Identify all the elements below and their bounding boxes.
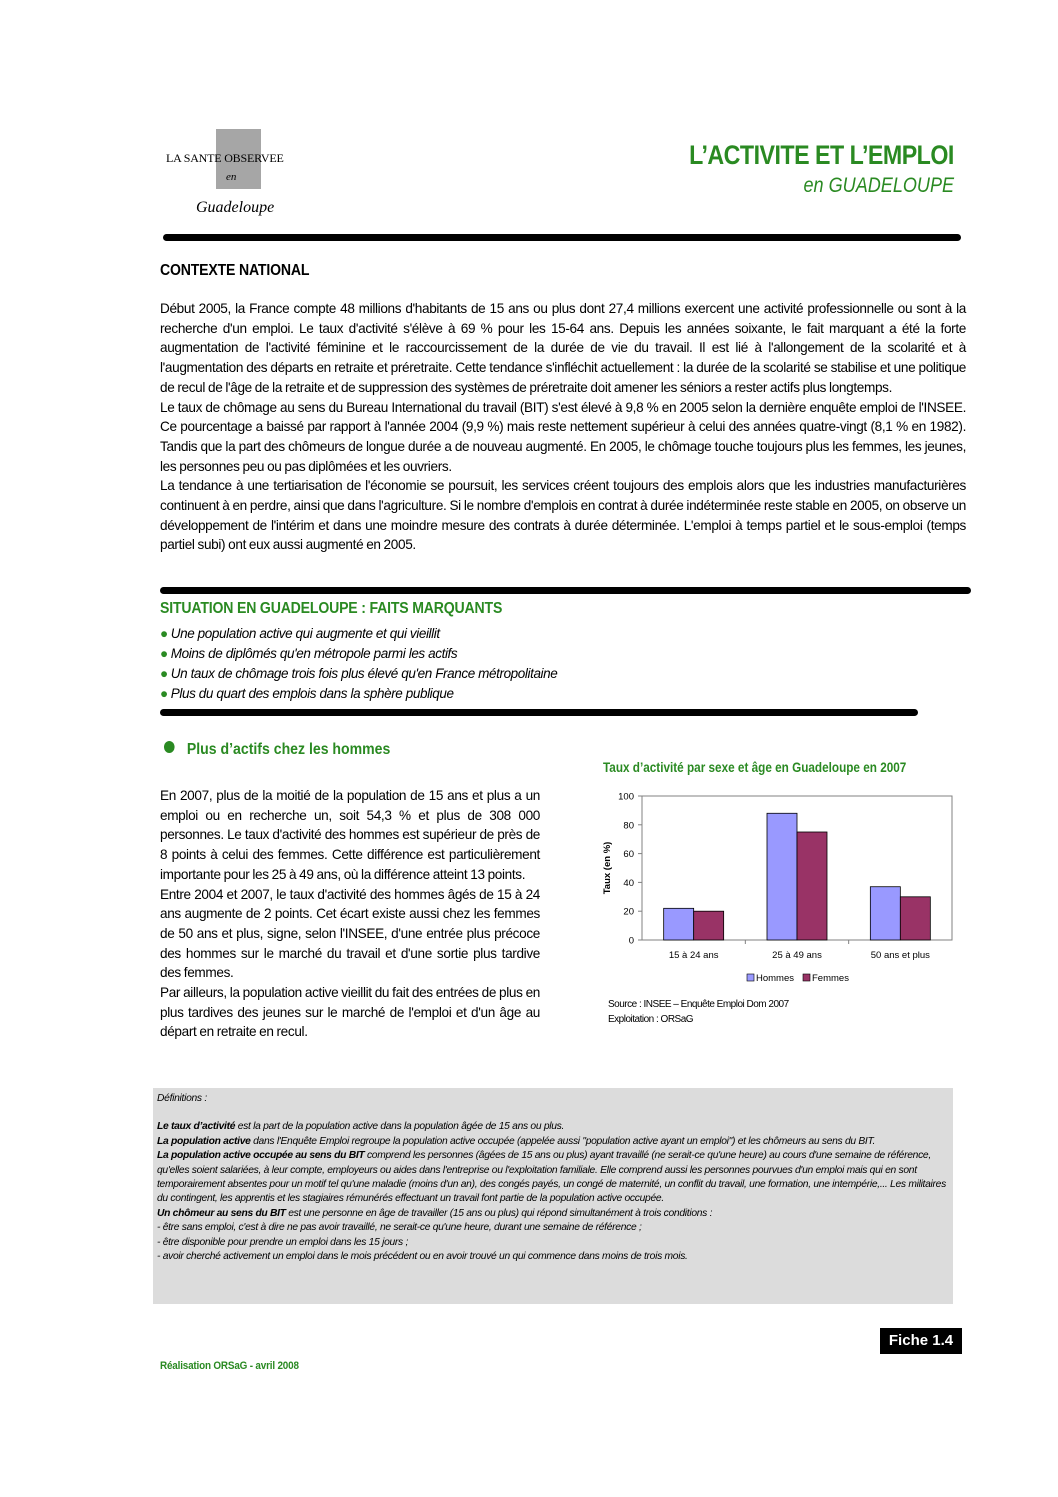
contexte-paragraph: Le taux de chômage au sens du Bureau International du travail (BIT) s'est élevé à 9,8 % en 2005 selon la dernière enquête emploi de l'INSEE. Ce pourcentage a baissé par rapport à l'année 2004 (9,9 %) mais reste nettement supérieur à celui des années quatre-vingt (8,1 % en 1982). Tandis que la part des chômeurs de longue durée a de nouveau augmenté. En 2005, le chômage touche toujours plus les femmes, les jeunes, les personnes peu ou pas diplômées et les ouvriers. (160, 399, 966, 474)
x-tick-label: 25 à 49 ans (772, 950, 822, 961)
definition-condition: - être sans emploi, c'est à dire ne pas avoir travaillé, ne serait-ce qu'une heure, durant une semaine de référence ; (157, 1222, 642, 1234)
list-item-text: Plus du quart des emplois dans la sphère publique (170, 686, 454, 701)
list-item (160, 644, 557, 664)
x-tick-label: 15 à 24 ans (668, 950, 719, 961)
logo-line-1: LA SANTE OBSERVEE (166, 151, 284, 165)
definitions-title: Définitions : (157, 1093, 207, 1104)
legend-label: Femmes (812, 973, 849, 984)
bar-femmes (694, 911, 724, 940)
actifs-text (160, 786, 540, 1042)
definition-text: est une personne en âge de travailler (15 ans ou plus) qui répond simultanément à trois conditions : (285, 1207, 713, 1219)
actifs-paragraph: Entre 2004 et 2007, le taux d'activité des hommes âgés de 15 à 24 ans augmente de 2 points. Cet écart existe aussi chez les femmes de 50 ans et plus, signe, selon l'INSEE, d'une entrée plus précoce des hommes sur le marché du travail et d'une sortie plus tardive des femmes. (160, 886, 540, 981)
divider-rule (160, 709, 918, 716)
definition-term: La population active (157, 1135, 251, 1147)
page-subtitle: en GUADELOUPE (803, 174, 954, 197)
bar-hommes (870, 887, 900, 940)
chart-title: Taux d’activité par sexe et âge en Guadeloupe en 2007 (603, 760, 907, 775)
chart-source-line: Source : INSEE – Enquête Emploi Dom 2007 (608, 999, 789, 1010)
chart-source-line: Exploitation : ORSaG (608, 1014, 694, 1025)
actifs-paragraph: En 2007, plus de la moitié de la population de 15 ans et plus a un emploi ou en recherche un, soit 54,3 % et plus de 308 000 personnes. Le taux d'activité des hommes est supérieur de près de 8 points à celui des femmes. Cette différence est particulièrement importante pour les 25 à 49 ans, où la différence atteint 13 points. (160, 788, 540, 882)
definition-term: Un chômeur au sens du BIT (157, 1207, 286, 1219)
y-tick-label: 80 (623, 820, 634, 832)
definition-item (157, 1207, 949, 1221)
divider-rule (160, 587, 971, 594)
y-tick-label: 40 (623, 877, 634, 889)
actifs-paragraph: Par ailleurs, la population active vieillit du fait des entrées de plus en plus tardives des jeunes sur le marché de l'emploi et d'un âge au départ en retraite en recul. (160, 985, 540, 1040)
definition-item (157, 1120, 949, 1134)
contexte-text (160, 299, 966, 555)
legend-label: Hommes (756, 973, 795, 984)
chart-source (608, 997, 789, 1027)
list-item-text: Une population active qui augmente et qui vieillit (170, 626, 440, 641)
definition-item (157, 1149, 949, 1207)
y-tick-label: 100 (618, 791, 634, 803)
footer-credit: Réalisation ORSaG - avril 2008 (160, 1360, 299, 1372)
list-item (160, 684, 557, 704)
x-tick-label: 50 ans et plus (870, 950, 930, 961)
definition-condition: - avoir cherché activement un emploi dans le mois précédent ou en avoir trouvé un qui commence dans moins de trois mois. (157, 1251, 688, 1263)
contexte-paragraph: La tendance à une tertiarisation de l'économie se poursuit, les services créent toujours des emplois alors que les industries manufacturières continuent à en perdre, ainsi que dans l'agriculture. Si le nombre d'emplois en contrat à durée indéterminée reste stable en 2005, on observe un développement de l'intérim et dans une moindre mesure des contrats à durée déterminée. L'emploi à temps partiel et le sous-emploi (temps partiel subi) ont eux aussi augmenté en 2005. (160, 478, 966, 553)
definition-text: comprend les personnes (âgées de 15 ans ou plus) ayant travaillé (ne serait-ce qu'une heure) au cours d'une semaine de référence, qu'elles soient salariées, à leur compte, employeurs ou aides dans l'entreprise ou l'exploitation familiale. Elle comprend aussi les personnes pourvues d'un emploi mais qui en sont temporairement absentes pour un motif tel qu'une maladie (moins d'un an), des congés payés, un congé de maternité, un conflit du travail, une formation, une intempérie,... Les militaires du contingent, les apprentis et les stagiaires rémunérés effectuant un travail font partie de la population active occupée. (157, 1150, 946, 1205)
activity-bar-chart (595, 785, 965, 995)
legend-swatch (803, 974, 810, 981)
y-tick-label: 60 (623, 849, 634, 861)
definition-condition: - être disponible pour prendre un emploi dans les 15 jours ; (157, 1236, 409, 1248)
definitions-box (153, 1088, 953, 1304)
y-tick-label: 0 (628, 935, 634, 947)
legend-swatch (747, 974, 754, 981)
list-item (160, 664, 557, 684)
actifs-heading (164, 741, 390, 759)
list-item-text: Un taux de chômage trois fois plus élevé qu'en France métropolitaine (170, 666, 558, 681)
bar-hommes (664, 908, 694, 940)
page-title: L’ACTIVITE ET L’EMPLOI (689, 140, 954, 170)
contexte-heading: CONTEXTE NATIONAL (160, 262, 310, 279)
y-axis-label: Taux (en %) (602, 841, 613, 895)
list-item (160, 624, 557, 644)
actifs-heading-text: Plus d’actifs chez les hommes (186, 741, 391, 758)
definition-text: est la part de la population active dans la population âgée de 15 ans ou plus. (235, 1121, 565, 1133)
bullet-icon (164, 741, 175, 753)
definition-item (157, 1135, 949, 1149)
bullet-icon: ● (160, 686, 168, 701)
logo-line-2: en (226, 171, 237, 183)
definition-term: Le taux d’activité (157, 1121, 236, 1133)
situation-heading: SITUATION EN GUADELOUPE : FAITS MARQUANTS (160, 600, 503, 617)
bullet-icon: ● (160, 666, 168, 681)
faits-marquants-list (160, 624, 557, 704)
divider-rule (163, 234, 961, 241)
bar-femmes (900, 897, 930, 940)
bar-femmes (797, 832, 827, 940)
definition-text: dans l'Enquête Emploi regroupe la population active occupée (appelée aussi "population active ayant un emploi") et les chômeurs au sens du BIT. (250, 1135, 876, 1147)
logo-line-3: Guadeloupe (196, 199, 275, 216)
definition-term: La population active occupée au sens du BIT (157, 1150, 365, 1162)
contexte-paragraph: Début 2005, la France compte 48 millions d'habitants de 15 ans ou plus dont 27,4 millions exercent une activité professionnelle ou sont à la recherche d'un emploi. Le taux d'activité s'élève à 69 % pour les 15-64 ans. Depuis les années soixante, le fait marquant a été la forte augmentation de l'activité féminine et le raccourcissement de la durée de vie du travail. Il est lié à l'allongement de la scolarité et à l'augmentation des départs en retraite et préretraite. Cette tendance s'infléchit actuellement : la durée de la scolarité se stabilise et une politique de recul de l'âge de la retraite et de suppression des systèmes de préretraite doit amener les séniors a rester actifs plus longtemps. (160, 301, 966, 395)
list-item-text: Moins de diplômés qu'en métropole parmi les actifs (170, 646, 458, 661)
y-tick-label: 20 (623, 906, 634, 918)
bullet-icon: ● (160, 626, 168, 641)
fiche-badge: Fiche 1.4 (880, 1328, 962, 1354)
bar-hommes (767, 813, 797, 940)
bullet-icon: ● (160, 646, 168, 661)
